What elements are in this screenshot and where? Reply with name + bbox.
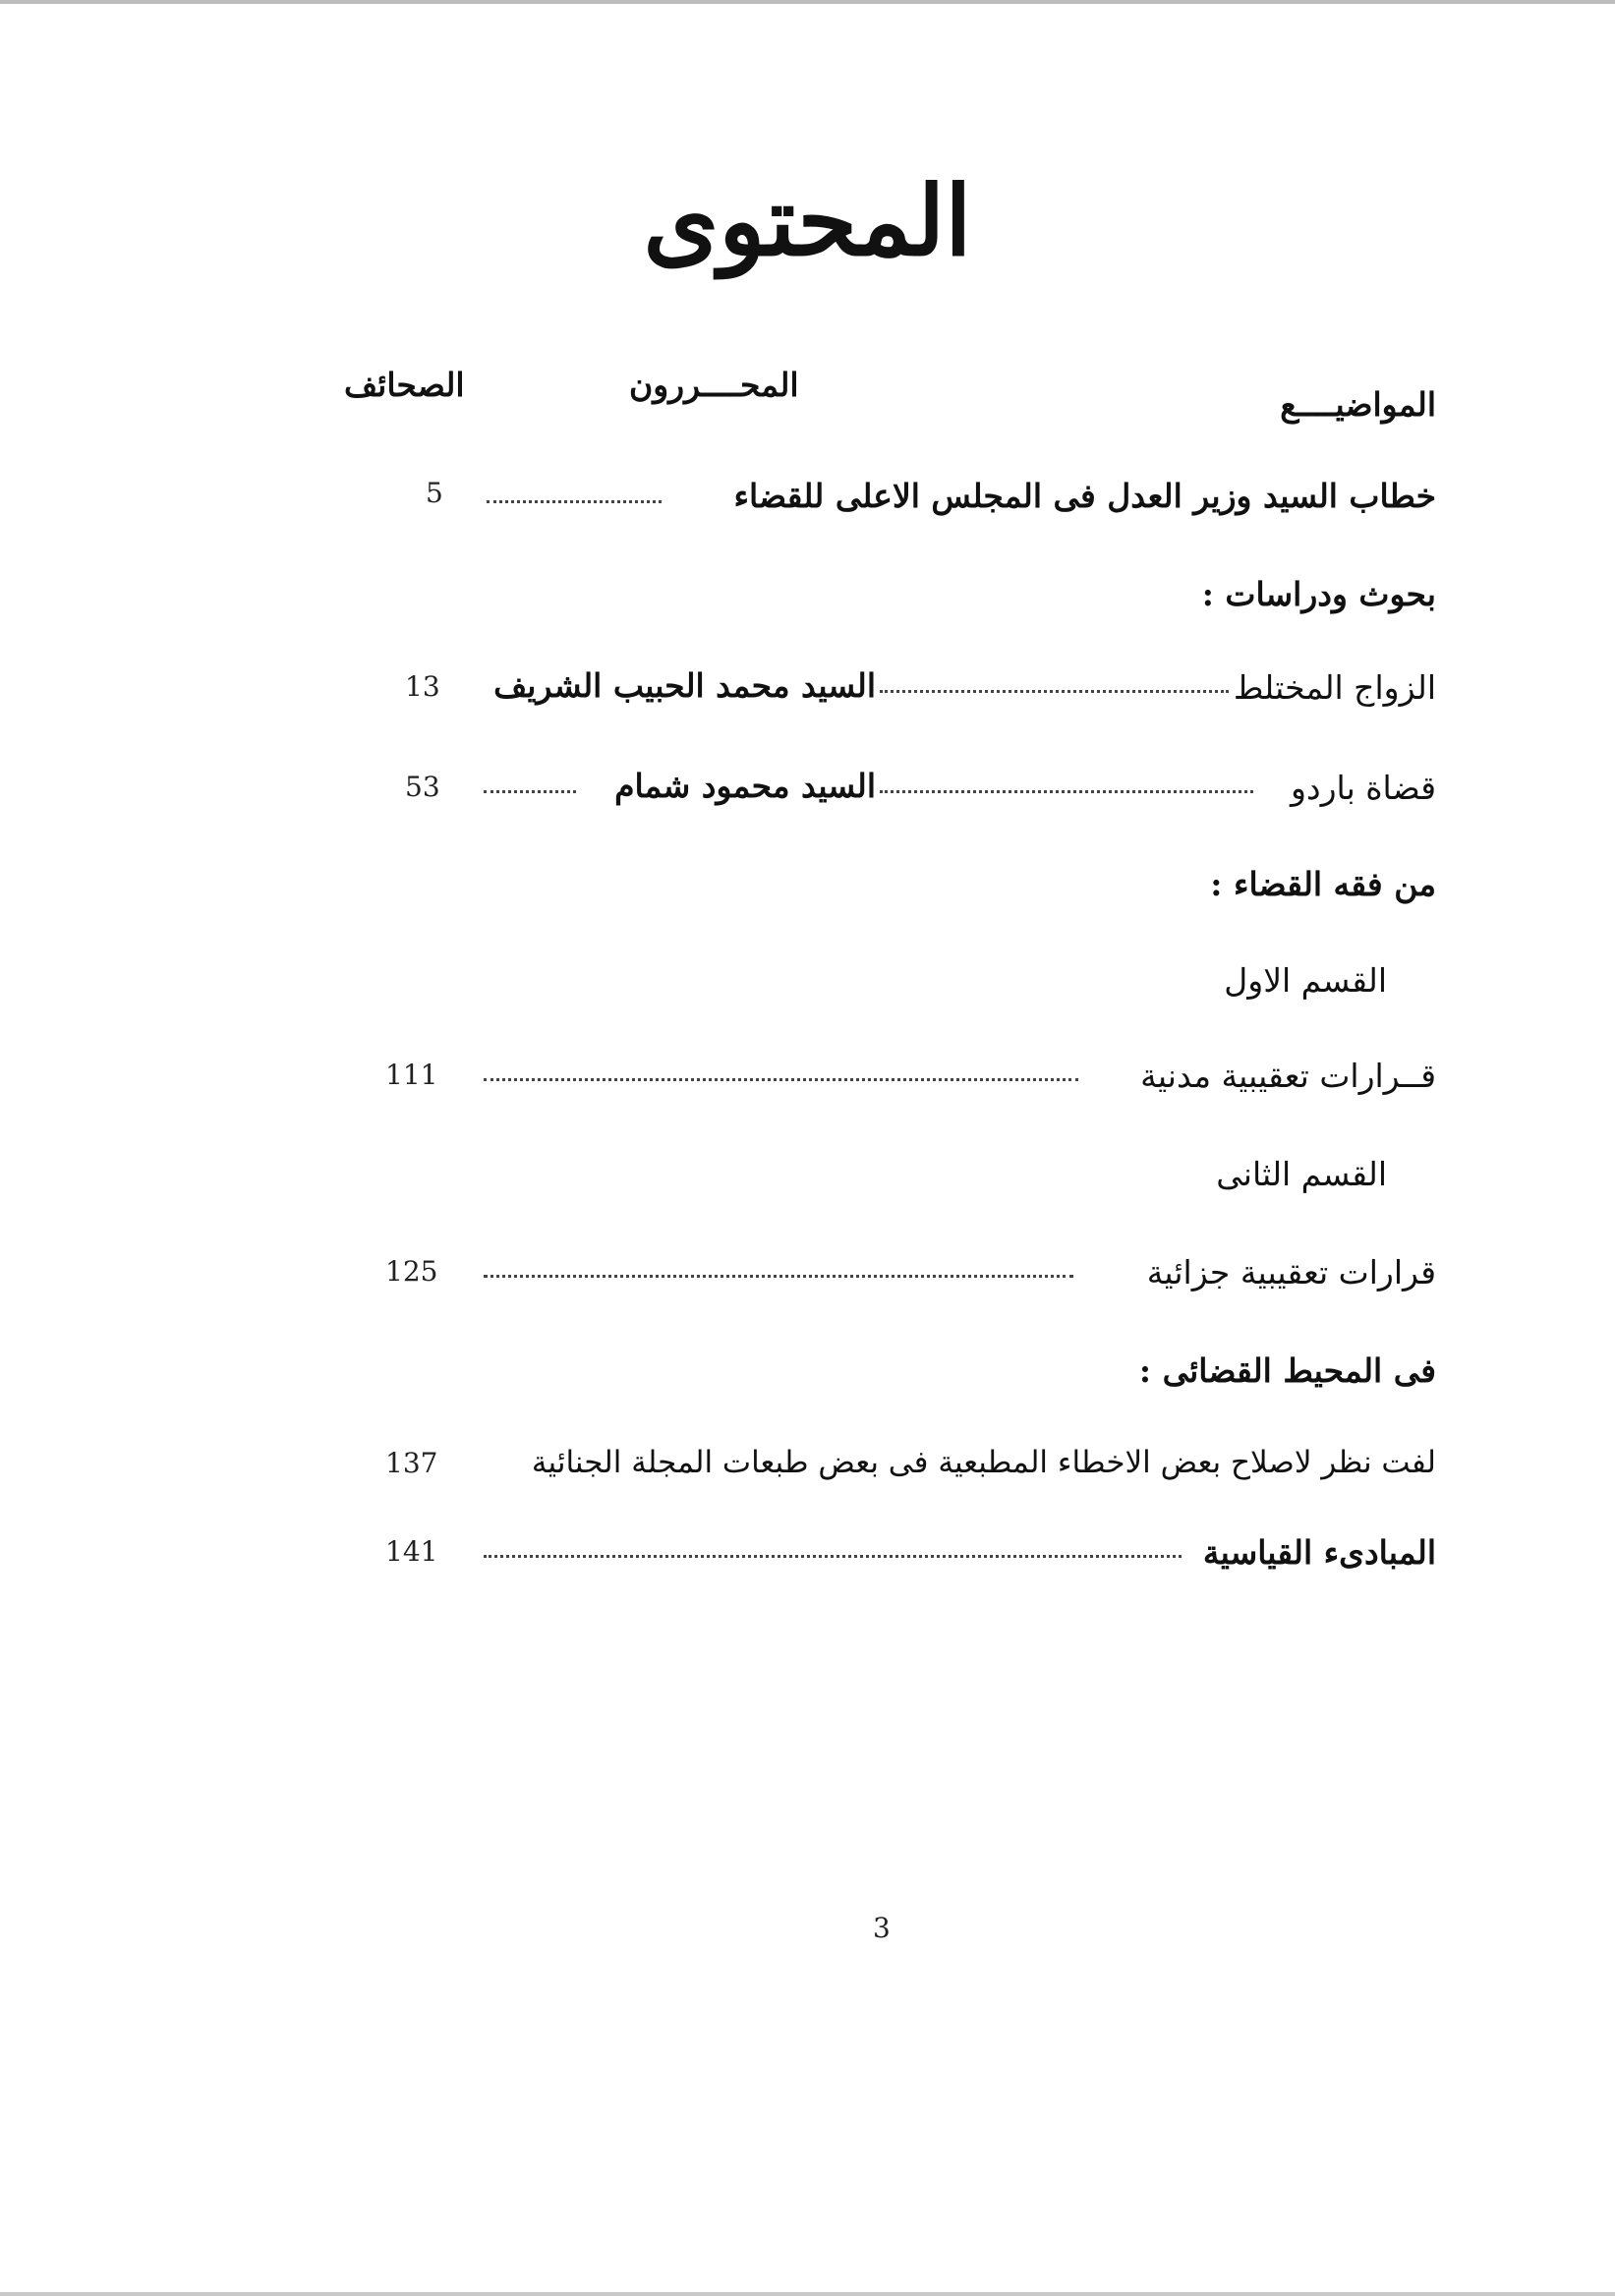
section-heading: فى المحيط القضائى : <box>1138 1351 1436 1390</box>
page-title: المحتوى <box>643 165 972 278</box>
topics-column-header: المواضيــــع <box>1280 385 1436 424</box>
section-heading: بحوث ودراسات : <box>1201 575 1436 613</box>
dot-leader <box>484 1555 1182 1558</box>
subsection-heading: القسم الثانى <box>1216 1155 1387 1193</box>
toc-topic: خطاب السيد وزير العدل فى المجلس الاعلى للقضاء <box>733 477 1436 515</box>
toc-page-number: 5 <box>426 477 443 509</box>
section-heading-research <box>0 575 1615 634</box>
authors-column-header: المحــــررون <box>629 366 799 404</box>
subsection-heading: القسم الاول <box>1224 961 1387 1000</box>
toc-page-number: 137 <box>385 1447 438 1479</box>
footer-page-number: 3 <box>873 1912 891 1944</box>
toc-topic: قرارات تعقيبية جزائية <box>1146 1253 1436 1292</box>
section-heading-judicial-environment <box>0 1351 1615 1410</box>
toc-row-mixed-marriage <box>0 668 1615 727</box>
page-bottom-edge <box>0 2292 1615 2296</box>
toc-topic: قــرارات تعقيبية مدنية <box>1140 1057 1436 1095</box>
toc-author: السيد محمد الحبيب الشريف <box>493 666 876 705</box>
dot-leader <box>487 500 662 503</box>
dot-leader <box>880 690 1229 693</box>
toc-page-number: 111 <box>385 1059 438 1091</box>
toc-row-bardo-judges <box>0 769 1615 828</box>
dot-leader <box>484 1275 1073 1278</box>
toc-page-number: 125 <box>385 1255 438 1288</box>
toc-page-number: 141 <box>385 1535 438 1568</box>
toc-topic: قضاة باردو <box>1290 769 1436 807</box>
toc-topic: الزواج المختلط <box>1233 668 1436 707</box>
toc-row-speech <box>0 477 1615 536</box>
toc-topic: المبادىء القياسية <box>1202 1533 1436 1572</box>
toc-page-number: 53 <box>405 771 440 803</box>
toc-row-civil-decisions <box>0 1057 1615 1116</box>
toc-author: السيد محمود شمام <box>614 767 876 805</box>
toc-page-number: 13 <box>405 670 440 703</box>
toc-row-principles <box>0 1533 1615 1592</box>
dot-leader <box>484 1078 1078 1081</box>
toc-topic: لفت نظر لاصلاح بعض الاخطاء المطبعية فى بعض طبعات المجلة الجنائية <box>531 1445 1436 1480</box>
subsection-part-two <box>0 1155 1615 1214</box>
toc-row-penal-decisions <box>0 1253 1615 1312</box>
page-top-edge <box>0 0 1615 4</box>
section-heading: من فقه القضاء : <box>1210 865 1436 903</box>
dot-leader <box>484 790 576 793</box>
pages-column-header: الصحائف <box>344 366 465 404</box>
subsection-part-one <box>0 961 1615 1020</box>
section-heading-jurisprudence <box>0 865 1615 924</box>
toc-row-errata <box>0 1445 1615 1504</box>
dot-leader <box>880 790 1253 793</box>
